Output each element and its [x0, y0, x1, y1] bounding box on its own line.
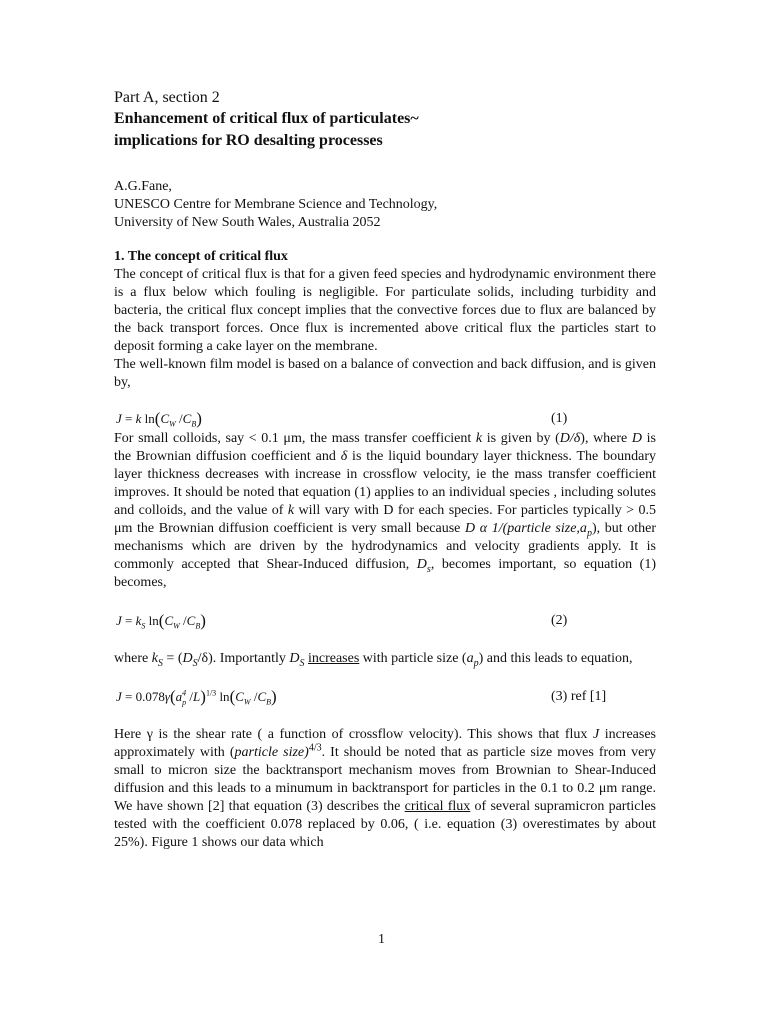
author-university: University of New South Wales, Australia 2052 — [114, 215, 381, 230]
author-name: A.G.Fane, — [114, 179, 172, 194]
equation-2 — [114, 610, 656, 632]
author-block — [114, 178, 656, 232]
page-number: 1 — [378, 932, 385, 947]
equation-2-number: (2) — [551, 613, 568, 628]
equation-1-formula: J = k $\ln(C_W$ $/C_B$) — [116, 409, 202, 429]
equation-1-number: (1) — [551, 411, 568, 426]
section-label: Part A, section 2 — [114, 89, 220, 106]
author-institution: UNESCO Centre for Membrane Science and Technology, — [114, 197, 438, 212]
section-heading: 1. The concept of critical flux — [114, 249, 288, 264]
paragraph-film-model: The well-known film model is based on a balance of convection and back diffusion, and is given by, — [114, 357, 656, 390]
paragraph-small-colloids: For small colloids, say < 0.1 μm, the mass transfer coefficient k is given by (D/δ), where D is the Brownian diffusion coefficient and δ is the liquid boundary layer thickness. The boundary layer thickness decreases with increase in crossflow velocity, ie the mass transfer coefficient improves. It should be noted that equation (1) applies to an individual species , including solutes and colloids, and the value of k will vary with D for each species. For particles typically > 0.5 μm the Brownian diffusion coefficient is very small because D α 1/(particle $size,a_p$), but other mechanisms which are driven by the hydrodynamics and velocity gradients apply. It is commonly accepted that Shear-Induced diffusion, $D_s$, becomes important, so equation (1) becomes, — [114, 431, 656, 590]
paragraph-shear-diffusion: where $k_S = (D_S/\delta)$. Importantly $D_S$ increases with particle size $(a_p)$ and this leads to equation, — [114, 651, 633, 669]
equation-3 — [114, 686, 656, 708]
paragraph-shear-rate: Here γ is the shear rate ( a function of crossflow velocity). This shows that flux J increases approximately with (particle size)$^{4/3}$. It should be noted that as particle size moves from very small to micron size the backtransport mechanism moves from Brownian to Shear-Induced diffusion and this leads to a minumum in backtransport for particles in the 0.1 to 0.2 μm range. We have shown [2] that equation (3) describes the critical flux of several supramicron particles tested with the coefficient 0.078 replaced by 0.06, ( i.e. equation (3) overestimates by about 25%). Figure 1 shows our data which — [114, 727, 657, 850]
equation-2-formula: $J = k_S$ $\ln(C_W$ $/C_B$) — [116, 611, 206, 631]
paper-title-line-2: implications for RO desalting processes — [114, 132, 383, 149]
paper-title-line-1: Enhancement of critical flux of particulates~ — [114, 110, 419, 127]
paragraph-critical-flux-concept: The concept of critical flux is that for a given feed species and hydrodynamic environment there is a flux below which fouling is negligible. For particulate solids, including turbidity and bacteria, the critical flux concept implies that the convective forces due to flux are balanced by the back transport forces. Once flux is incremented above critical flux the particles start to deposit forming a cake layer on the membrane. — [114, 267, 656, 354]
equation-3-number: (3) ref [1] — [551, 689, 607, 704]
equation-1 — [114, 408, 656, 430]
equation-3-formula: $J = 0.078\gamma(a^4_p$ /L)$^{1/3}$ $\ln(C_W$ $/C_B$) — [116, 687, 277, 707]
document-page — [114, 88, 656, 852]
